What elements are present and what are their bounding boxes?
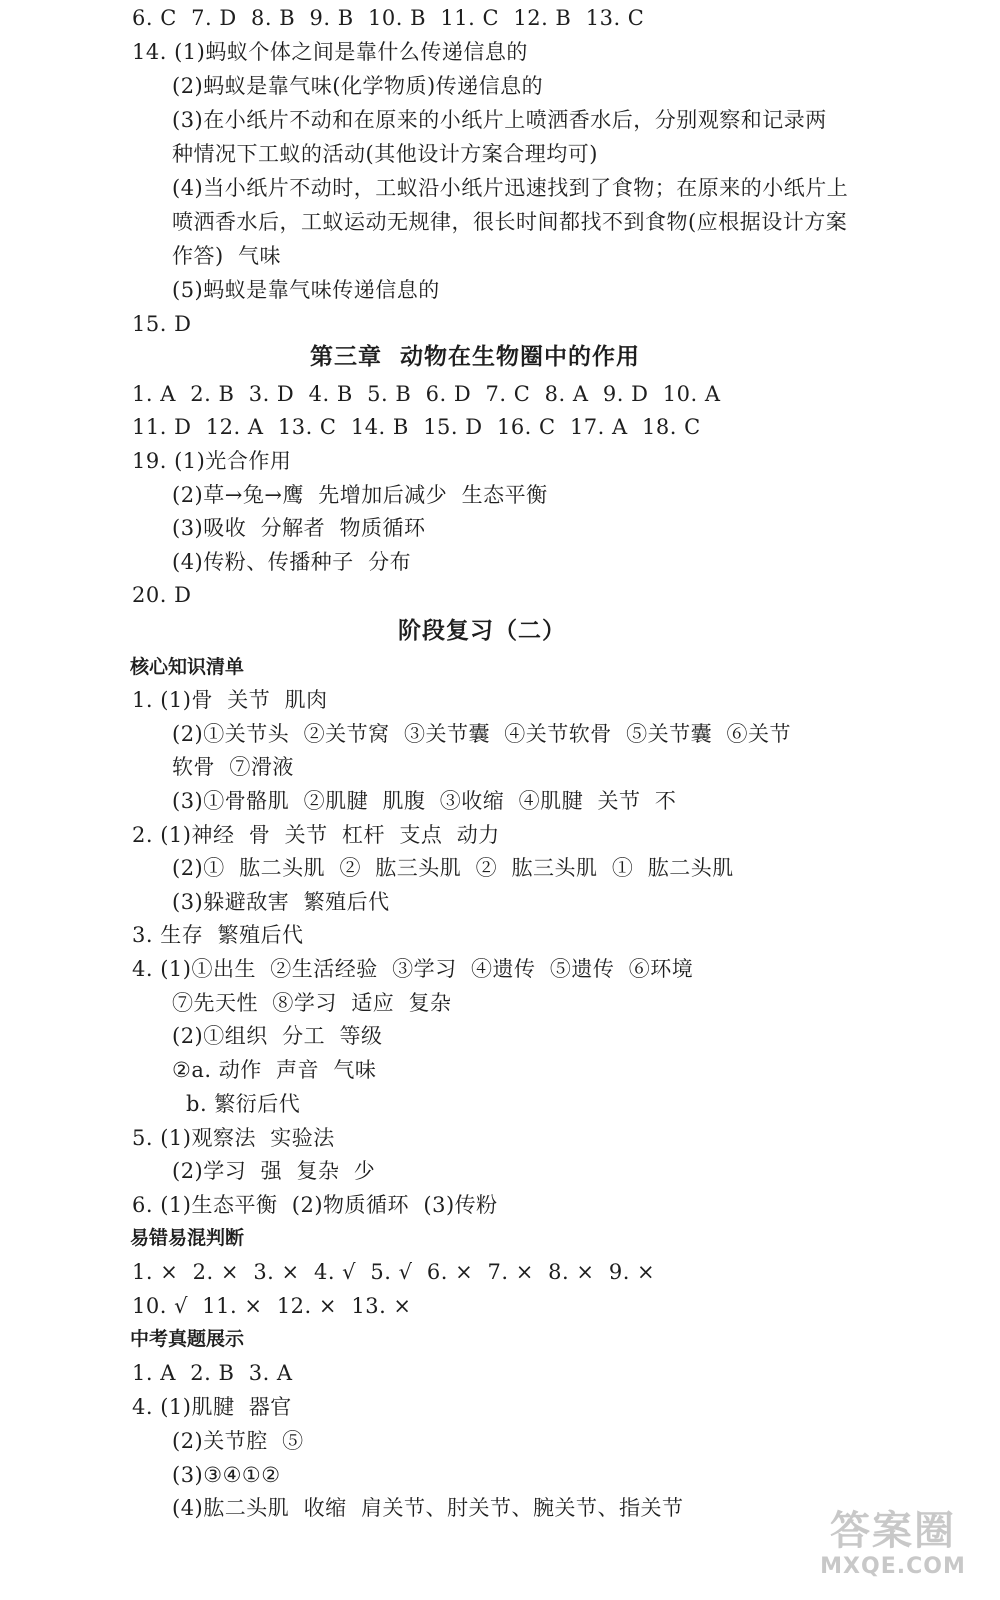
core-knowledge-heading: 核心知识清单 [130,656,245,678]
true-false-10-13: 10. √ 11. × 12. × 13. × [132,1294,412,1318]
core-5-1: 5. (1)观察法 实验法 [132,1126,335,1150]
true-false-heading: 易错易混判断 [130,1227,245,1249]
ch3-answers-11-18: 11. D 12. A 13. C 14. B 15. D 16. C 17. A 18. C [132,415,701,439]
answer-14-3-line1: (3)在小纸片不动和在原来的小纸片上喷洒香水后，分别观察和记录两 [172,108,827,132]
ch3-answer-20: 20. D [132,583,192,607]
answer-14-5: (5)蚂蚁是靠气味传递信息的 [172,278,440,302]
ch3-answer-19-3: (3)吸收 分解者 物质循环 [172,516,426,540]
core-5-2: (2)学习 强 复杂 少 [172,1159,376,1183]
answer-14-1: 14. (1)蚂蚁个体之间是靠什么传递信息的 [132,40,528,64]
ch3-answers-1-10: 1. A 2. B 3. D 4. B 5. B 6. D 7. C 8. A 9. D 10. A [132,382,721,406]
exam-1-3: 1. A 2. B 3. A [132,1361,293,1385]
answer-14-3-line2: 种情况下工蚁的活动(其他设计方案合理均可) [172,142,598,166]
answer-14-4-line3: 作答) 气味 [172,244,282,268]
core-6: 6. (1)生态平衡 (2)物质循环 (3)传粉 [132,1193,498,1217]
watermark-url: MXQE.COM [820,1554,966,1579]
answer-14-4-line1: (4)当小纸片不动时，工蚁沿小纸片迅速找到了食物；在原来的小纸片上 [172,176,849,200]
core-4-1-line2: ⑦先天性 ⑧学习 适应 复杂 [172,991,452,1015]
exam-heading: 中考真题展示 [130,1328,245,1350]
core-1-3: (3)①骨骼肌 ②肌腱 肌腹 ③收缩 ④肌腱 关节 不 [172,789,677,813]
exam-4-2: (2)关节腔 ⑤ [172,1429,304,1453]
stage-review-title: 阶段复习（二） [398,618,566,644]
watermark-logo [808,1508,978,1586]
exam-4-1: 4. (1)肌腱 器官 [132,1395,292,1419]
exam-4-4: (4)肱二头肌 收缩 肩关节、肘关节、腕关节、指关节 [172,1496,684,1520]
answer-14-2: (2)蚂蚁是靠气味(化学物质)传递信息的 [172,74,544,98]
ch3-answer-19-4: (4)传粉、传播种子 分布 [172,550,412,574]
chapter-3-title: 第三章 动物在生物圈中的作用 [310,344,641,370]
watermark-logo-text: 答案圈 [830,1508,956,1554]
core-4-2-line2: ②a. 动作 声音 气味 [172,1058,377,1082]
true-false-1-9: 1. × 2. × 3. × 4. √ 5. √ 6. × 7. × 8. × 9. × [132,1260,656,1284]
core-4-2-line1: (2)①组织 分工 等级 [172,1024,383,1048]
answers-6-13: 6. C 7. D 8. B 9. B 10. B 11. C 12. B 13. C [132,6,645,30]
exam-4-3: (3)③④①② [172,1463,281,1487]
core-4-1-line1: 4. (1)①出生 ②生活经验 ③学习 ④遗传 ⑤遗传 ⑥环境 [132,957,694,981]
core-2-3: (3)躲避敌害 繁殖后代 [172,890,390,914]
ch3-answer-19-2: (2)草→兔→鹰 先增加后减少 生态平衡 [172,483,548,507]
core-4-2-line3: b. 繁衍后代 [186,1092,301,1116]
core-1-1: 1. (1)骨 关节 肌肉 [132,688,328,712]
core-1-2-line2: 软骨 ⑦滑液 [172,755,294,779]
core-2-1: 2. (1)神经 骨 关节 杠杆 支点 动力 [132,823,500,847]
answer-14-4-line2: 喷洒香水后，工蚁运动无规律，很长时间都找不到食物(应根据设计方案 [172,210,848,234]
core-2-2: (2)① 肱二头肌 ② 肱三头肌 ② 肱三头肌 ① 肱二头肌 [172,856,734,880]
ch3-answer-19-1: 19. (1)光合作用 [132,449,292,473]
answer-15: 15. D [132,312,192,336]
core-1-2-line1: (2)①关节头 ②关节窝 ③关节囊 ④关节软骨 ⑤关节囊 ⑥关节 [172,722,791,746]
core-3: 3. 生存 繁殖后代 [132,923,304,947]
